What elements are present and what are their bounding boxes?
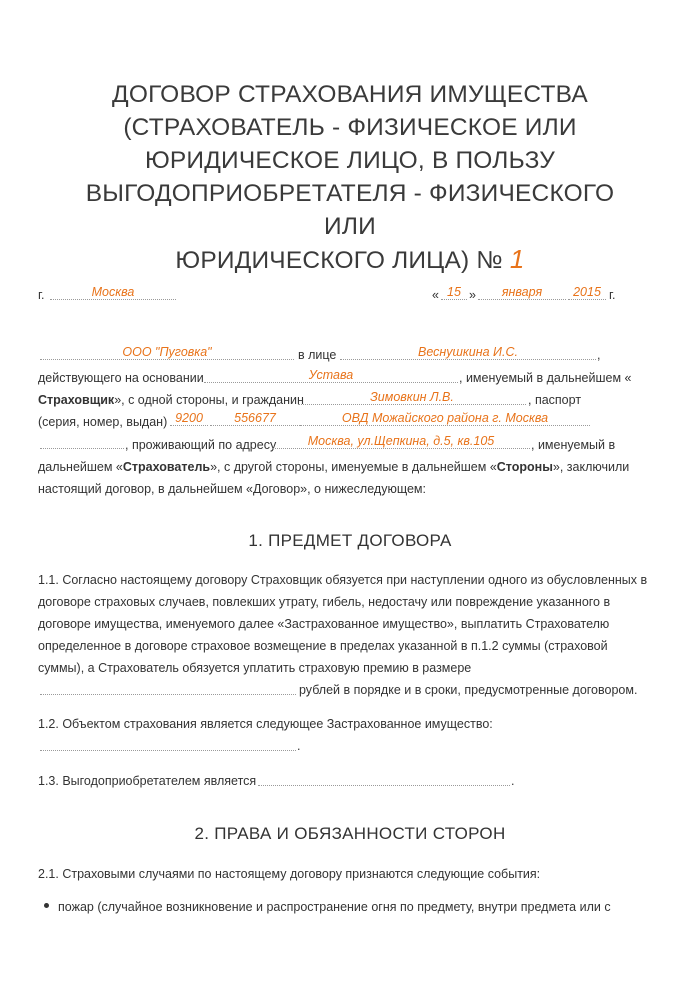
city-field[interactable]: Москва: [50, 285, 176, 300]
title-line: (СТРАХОВАТЕЛЬ - ФИЗИЧЕСКОЕ ИЛИ: [123, 114, 577, 141]
p21-text: 2.1. Страховыми случаями по настоящему договору признаются следующие события:: [38, 867, 541, 881]
in-person-label: в лице: [298, 348, 337, 362]
bullet-item: пожар (случайное возникновение и распространение огня по предмету, внутри предмета или с: [58, 900, 611, 914]
hereinafter-label: , именуемый в дальнейшем «: [459, 371, 632, 385]
insurer-role-line: [38, 392, 304, 408]
p11-line: договоре имущества, именуемого далее «Застрахованное имущество», выплатить Страхователю: [38, 617, 610, 631]
p11-line: суммы), а Страхователь обязуется уплатить страховую премию в размере: [38, 661, 472, 675]
parties-line-8: настоящий договор, в дальнейшем «Договор», о нижеследующем:: [38, 482, 426, 496]
quote-close: »: [469, 288, 476, 302]
passport-series-field[interactable]: 9200: [170, 411, 208, 426]
named-in-label: , именуемый в: [531, 438, 616, 452]
document-title: [60, 78, 640, 277]
p11-line: договоре страховых случаев, повлекших утрату, гибель, недостачу или повреждение указанного в: [38, 595, 611, 609]
title-line: ВЫГОДОПРИОБРЕТАТЕЛЯ - ФИЗИЧЕСКОГО ИЛИ: [85, 180, 615, 240]
p11-tail: рублей в порядке и в сроки, предусмотренные договором.: [299, 683, 638, 697]
contract-number[interactable]: 1: [509, 244, 525, 274]
city-prefix: г.: [38, 288, 45, 302]
p12-end: .: [297, 739, 301, 753]
insured-property-field[interactable]: [40, 736, 296, 751]
quote-open: «: [432, 288, 439, 302]
comma: ,: [597, 348, 601, 362]
passport-number-field[interactable]: 556677: [210, 411, 300, 426]
parties-word: Стороны: [496, 460, 553, 474]
parties-line-7: [38, 459, 629, 475]
passport-issuer-field[interactable]: ОВД Можайского района г. Москва: [300, 411, 590, 426]
p13-end: .: [511, 774, 515, 788]
title-line: ЮРИДИЧЕСКОЕ ЛИЦО, В ПОЛЬЗУ: [144, 147, 556, 174]
year-field[interactable]: 2015: [568, 285, 606, 300]
year-suffix: г.: [609, 288, 616, 302]
line7-b: », с другой стороны, именуемые в дальнейшем «: [210, 460, 497, 474]
p12-text: 1.2. Объектом страхования является следующее Застрахованное имущество:: [38, 717, 493, 731]
passport-extra-field[interactable]: [40, 434, 124, 449]
section-1-heading: 1. ПРЕДМЕТ ДОГОВОРА: [248, 531, 452, 550]
p11-line: определенное в договоре страховое возмещение в пределах указанной в п.1.2 суммы (страховой: [38, 639, 608, 653]
line7-a: дальнейшем «: [38, 460, 123, 474]
representative-field[interactable]: Веснушкина И.С.: [340, 345, 596, 360]
beneficiary-field[interactable]: [258, 771, 510, 786]
acting-basis-label: действующего на основании: [38, 371, 204, 385]
basis-field[interactable]: Устава: [204, 368, 458, 383]
day-field[interactable]: 15: [441, 285, 467, 300]
p11-line: 1.1. Согласно настоящему договору Страховщик обязуется при наступлении одного из обусловленных в: [38, 573, 648, 587]
insured-role: Страхователь: [122, 460, 211, 474]
title-line-text: ЮРИДИЧЕСКОГО ЛИЦА) №: [175, 247, 503, 274]
citizen-name-field[interactable]: Зимовкин Л.В.: [298, 390, 526, 405]
passport-details-label: (серия, номер, выдан): [38, 415, 168, 429]
one-side-label: », с одной стороны, и гражданин: [114, 393, 304, 407]
title-line: ДОГОВОР СТРАХОВАНИЯ ИМУЩЕСТВА: [112, 81, 588, 108]
bullet-icon: [44, 903, 49, 908]
insurer-name-field[interactable]: ООО "Пуговка": [40, 345, 294, 360]
line7-c: », заключили: [552, 460, 630, 474]
p13-text: 1.3. Выгодоприобретателем является: [38, 774, 257, 788]
passport-label: , паспорт: [528, 393, 582, 407]
residing-label: , проживающий по адресу: [125, 438, 277, 452]
premium-amount-field[interactable]: [40, 680, 296, 695]
section-2-heading: 2. ПРАВА И ОБЯЗАННОСТИ СТОРОН: [194, 824, 506, 843]
title-line: [60, 243, 640, 277]
address-field[interactable]: Москва, ул.Щепкина, д.5, кв.105: [272, 434, 530, 449]
month-field[interactable]: января: [478, 285, 566, 300]
insurer-role: Страховщик: [38, 393, 115, 407]
